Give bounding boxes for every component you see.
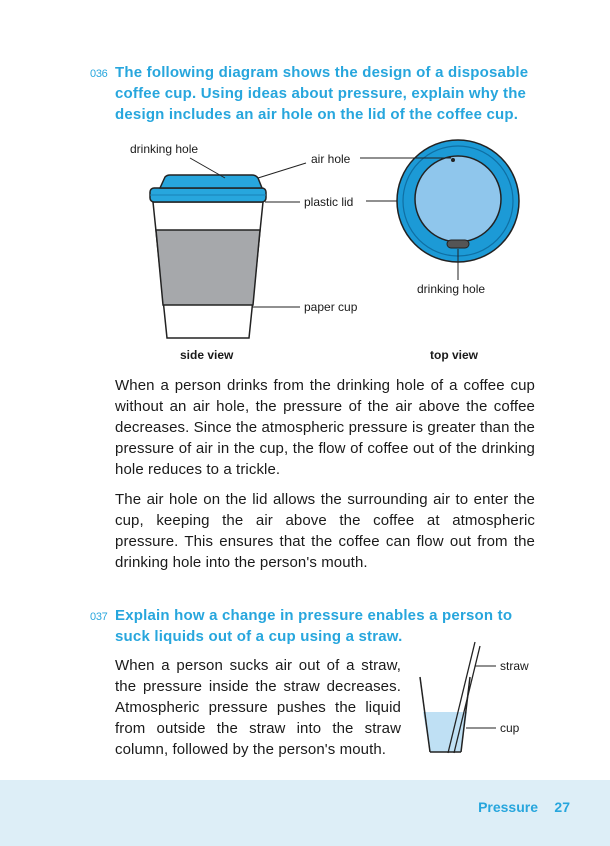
cup-sleeve bbox=[156, 230, 260, 305]
label-drinking-hole-side: drinking hole bbox=[130, 142, 199, 156]
drinking-hole-slot bbox=[447, 240, 469, 248]
label-cup: cup bbox=[500, 721, 520, 735]
question-number: 036 bbox=[90, 68, 108, 80]
answer-037: When a person sucks air out of a straw, the pressure inside the straw decreases. Atmospheric pressure pushes the liquid from outside the straw into the straw column, followed by the person's mouth. bbox=[115, 657, 401, 758]
caption-side-view: side view bbox=[180, 348, 234, 362]
air-hole-dot bbox=[451, 158, 455, 162]
label-straw: straw bbox=[500, 659, 529, 673]
question-number: 037 bbox=[90, 611, 108, 623]
page-number: 27 bbox=[554, 799, 570, 815]
side-view-cup bbox=[150, 175, 266, 338]
question-text: The following diagram shows the design of a disposable coffee cup. Using ideas about pressure, explain why the design includes an air hole on the lid of the coffee cup. bbox=[115, 64, 529, 123]
page-footer bbox=[0, 780, 610, 846]
footer-section-title: Pressure bbox=[478, 799, 538, 815]
label-air-hole: air hole bbox=[311, 152, 351, 166]
caption-top-view: top view bbox=[430, 348, 479, 362]
label-paper-cup: paper cup bbox=[304, 300, 358, 314]
question-text: Explain how a change in pressure enables a person to suck liquids out of a cup using a straw. bbox=[115, 607, 513, 645]
answer-036-paragraph-1: When a person drinks from the drinking hole of a coffee cup without an air hole, the pressure of the air above the coffee decreases. Since the atmospheric pressure is greater than the pressure of air in the cup, the flow of coffee out of the drinking hole reduces to a trickle. bbox=[115, 377, 535, 478]
label-plastic-lid: plastic lid bbox=[304, 195, 354, 209]
straw-cup-figure bbox=[420, 642, 496, 753]
answer-036-paragraph-2: The air hole on the lid allows the surrounding air to enter the cup, keeping the air above the coffee at atmospheric pressure. This ensures that the coffee can flow out from the drinking hole into the person's mouth. bbox=[115, 491, 535, 571]
label-drinking-hole-top: drinking hole bbox=[417, 282, 486, 296]
